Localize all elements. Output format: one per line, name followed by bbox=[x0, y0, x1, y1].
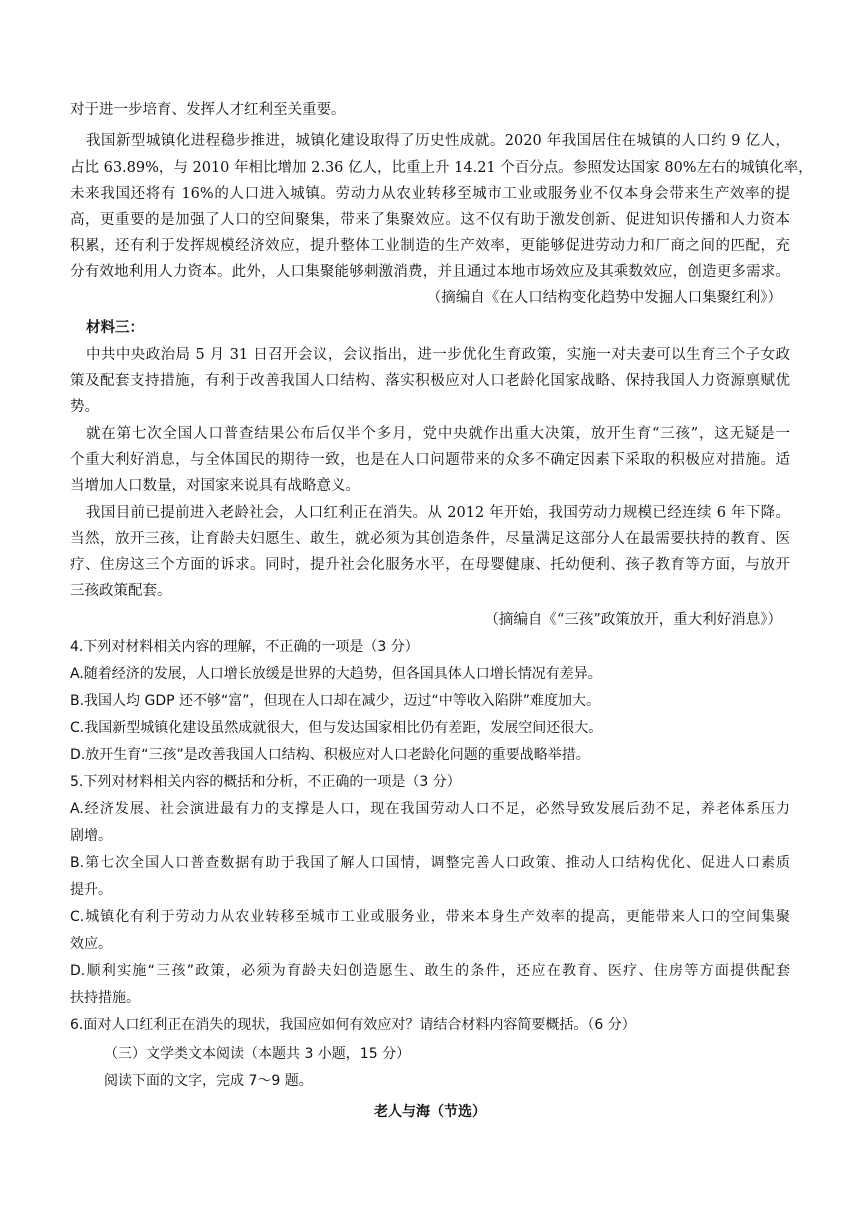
text-line-p2-l5: 积累，还有利于发挥规模经济效应，提升整体工业制造的生产效率，更能够促进劳动力和厂商之间的匹配，充 bbox=[70, 238, 790, 254]
text-line-p2-l2: 占比 63.89%，与 2010 年相比增加 2.36 亿人，比重上升 14.21 个百分点。参照发达国家 80%左右的城镇化率， bbox=[70, 160, 813, 176]
text-line-q6: 6.面对人口红利正在消失的现状，我国应如何有效应对？请结合材料内容简要概括。（6 分） bbox=[70, 1017, 636, 1033]
text-line-q5b-2: 提升。 bbox=[70, 882, 112, 898]
text-line-p3-l1: 中共中央政治局 5 月 31 日召开会议，会议指出，进一步优化生育政策，实施一对夫妻可以生育三个子女政 bbox=[86, 347, 790, 363]
text-line-p5-l1: 我国目前已提前进入老龄社会，人口红利正在消失。从 2012 年开始，我国劳动力规模已经连续 6 年下降。 bbox=[86, 505, 790, 521]
text-line-p2-l1: 我国新型城镇化进程稳步推进，城镇化建设取得了历史性成就。2020 年我国居住在城镇的人口约 9 亿人， bbox=[86, 133, 790, 149]
text-line-q4c: C.我国新型城镇化建设虽然成就很大，但与发达国家相比仍有差距，发展空间还很大。 bbox=[70, 720, 603, 736]
text-line-p2-l4: 高，更重要的是加强了人口的空间聚集，带来了集聚效应。这不仅有助于激发创新、促进知识传播和人力资本 bbox=[70, 212, 790, 228]
text-line-p5-l2: 当然，放开三孩，让育龄夫妇愿生、敢生，就必须为其创造条件，尽量满足这部分人在最需要扶持的教育、医 bbox=[70, 531, 790, 547]
text-line-q5c-1: C.城镇化有利于劳动力从农业转移至城市工业或服务业，带来本身生产效率的提高，更能带来人口的空间集聚 bbox=[70, 909, 790, 925]
text-line-q5c-2: 效应。 bbox=[70, 936, 112, 952]
text-line-p3-l2: 策及配套支持措施，有利于改善我国人口结构、落实积极应对人口老龄化国家战略、保持我国人力资源禀赋优 bbox=[70, 373, 790, 389]
text-line-q5a-1: A.经济发展、社会演进最有力的支撑是人口，现在我国劳动人口不足，必然导致发展后劲不足，养老体系压力 bbox=[70, 801, 790, 817]
text-line-q4a: A.随着经济的发展，人口增长放缓是世界的大趋势，但各国具体人口增长情况有差异。 bbox=[70, 666, 602, 682]
text-line-src3: （摘编自《“三孩”政策放开，重大利好消息》） bbox=[484, 612, 782, 628]
text-line-q5b-1: B.第七次全国人口普查数据有助于我国了解人口国情，调整完善人口政策、推动人口结构优化、促进人口素质 bbox=[70, 855, 790, 871]
text-line-q4d: D.放开生育“三孩”是改善我国人口结构、积极应对人口老龄化问题的重要战略举措。 bbox=[70, 747, 590, 763]
text-line-p5-l3: 疗、住房这三个方面的诉求。同时，提升社会化服务水平，在母婴健康、托幼便利、孩子教育等方面，与放开 bbox=[70, 557, 790, 573]
text-line-q5: 5.下列对材料相关内容的概括和分析，不正确的一项是（3 分） bbox=[70, 774, 461, 790]
text-line-instr: 阅读下面的文字，完成 7～9 题。 bbox=[104, 1073, 313, 1089]
text-line-p2-l3: 未来我国还将有 16%的人口进入城镇。劳动力从农业转移至城市工业或服务业不仅本身会带来生产效率的提 bbox=[70, 186, 790, 202]
text-line-p3-l3: 势。 bbox=[70, 399, 99, 415]
text-line-p2-l6: 分有效地利用人力资本。此外，人口集聚能够刺激消费，并且通过本地市场效应及其乘数效应，创造更多需求。 bbox=[70, 264, 790, 280]
text-line-p5-l4: 三孩政策配套。 bbox=[70, 583, 172, 599]
text-line-q4: 4.下列对材料相关内容的理解，不正确的一项是（3 分） bbox=[70, 639, 419, 655]
text-line-q4b: B.我国人均 GDP 还不够“富”，但现在人口却在减少，迈过“中等收入陷阱”难度加大。 bbox=[70, 693, 601, 709]
text-line-src2: （摘编自《在人口结构变化趋势中发掘人口集聚红利》） bbox=[426, 290, 782, 306]
text-line-m3-title: 材料三： bbox=[86, 319, 144, 336]
text-line-p1-l1: 对于进一步培育、发挥人才红利至关重要。 bbox=[70, 102, 346, 118]
text-line-title: 老人与海（节选） bbox=[374, 1104, 486, 1120]
text-line-q5d-2: 扶持措施。 bbox=[70, 990, 140, 1006]
text-line-q5d-1: D.顺利实施“三孩”政策，必须为育龄夫妇创造愿生、敢生的条件，还应在教育、医疗、住房等方面提供配套 bbox=[70, 963, 790, 979]
text-line-sec3: （三）文学类文本阅读（本题共 3 小题，15 分） bbox=[104, 1046, 411, 1062]
text-line-q5a-2: 剧增。 bbox=[70, 828, 112, 844]
text-line-p4-l1: 就在第七次全国人口普查结果公布后仅半个多月，党中央就作出重大决策，放开生育“三孩”，这无疑是一 bbox=[86, 426, 790, 442]
text-line-p4-l2: 个重大利好消息，与全体国民的期待一致，也是在人口问题带来的众多不确定因素下采取的积极应对措施。适 bbox=[70, 452, 790, 468]
text-line-p4-l3: 当增加人口数量，对国家来说具有战略意义。 bbox=[70, 478, 360, 494]
